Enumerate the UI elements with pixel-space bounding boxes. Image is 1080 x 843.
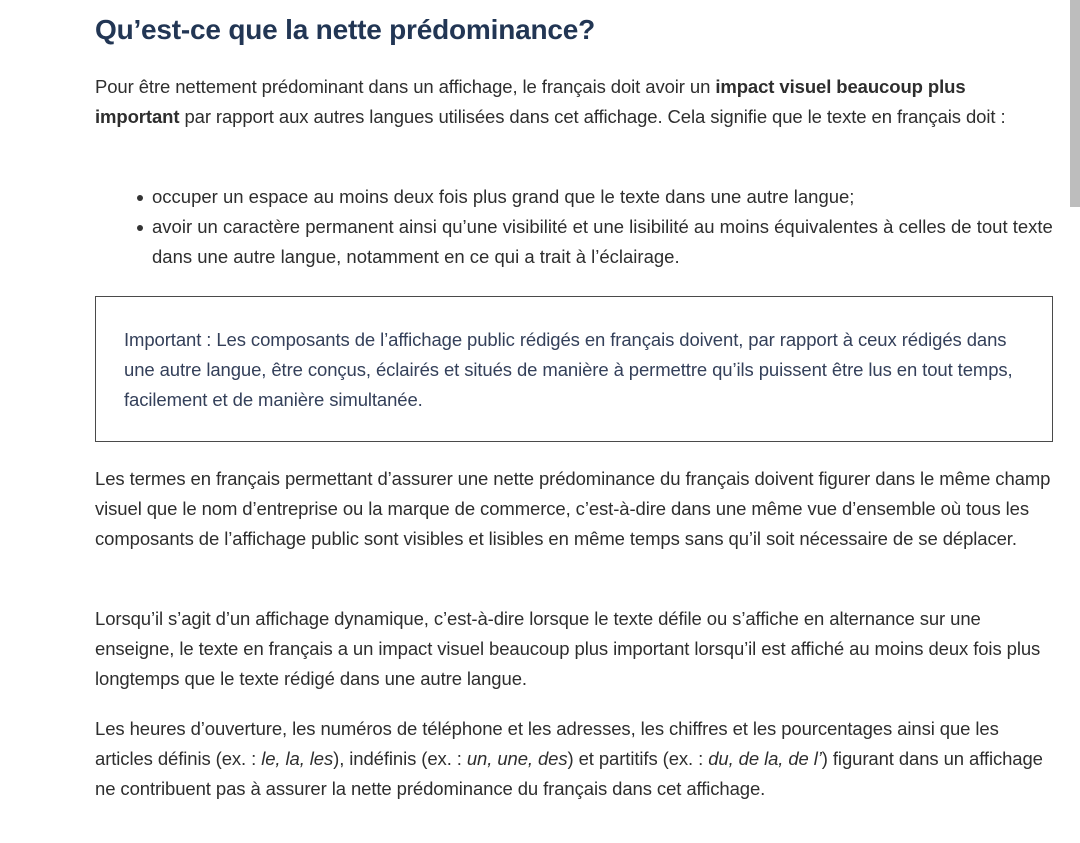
exclusions-text: Les heures d’ouverture, les numéros de téléphone et les adresses, les chiffres et les pourcentages ainsi que les articles définis (ex. : bbox=[95, 718, 999, 769]
intro-text-end: par rapport aux autres langues utilisées dans cet affichage. Cela signifie que le texte en français doit : bbox=[179, 106, 1006, 127]
callout-text: Important : Les composants de l’affichage public rédigés en français doivent, par rapport à ceux rédigés dans une autre langue, être conçus, éclairés et situés de manière à permettre qu’ils puissent être lus en tout temps, facilement et de manière simultanée. bbox=[124, 329, 1013, 410]
partitive-articles: du, de la, de l’ bbox=[708, 748, 822, 769]
vertical-scrollbar[interactable] bbox=[1070, 0, 1080, 843]
important-callout-box bbox=[95, 296, 1053, 442]
same-visual-field-paragraph: Les termes en français permettant d’assurer une nette prédominance du français doivent figurer dans le même champ visuel que le nom d’entreprise ou la marque de commerce, c’est-à-dire dans une même vue d’ensemble où tous les composants de l’affichage public sont visibles et lisibles en même temps sans qu’il soit nécessaire de se déplacer. bbox=[95, 468, 1051, 549]
scrollbar-thumb[interactable] bbox=[1070, 0, 1080, 207]
list-item bbox=[152, 182, 1053, 212]
list-item-text: occuper un espace au moins deux fois plus grand que le texte dans une autre langue; bbox=[152, 186, 855, 207]
exclusions-text: ) figurant dans un affichage ne contribuent pas à assurer la nette prédominance du français dans cet affichage. bbox=[95, 748, 1043, 799]
requirements-list bbox=[95, 182, 1053, 272]
intro-paragraph bbox=[95, 72, 1053, 132]
definite-articles: le, la, les bbox=[261, 748, 334, 769]
page-title: Qu’est-ce que la nette prédominance? bbox=[95, 14, 596, 45]
exclusions-text: ) et partitifs (ex. : bbox=[567, 748, 709, 769]
intro-bold-text: impact visuel beaucoup plus important bbox=[95, 76, 966, 127]
dynamic-display-paragraph: Lorsqu’il s’agit d’un affichage dynamique, c’est-à-dire lorsque le texte défile ou s’affiche en alternance sur une enseigne, le texte en français a un impact visuel beaucoup plus important lorsqu’il est affiché au moins deux fois plus longtemps que le texte rédigé dans une autre langue. bbox=[95, 608, 1041, 689]
bullet-icon bbox=[137, 195, 143, 201]
intro-text-start: Pour être nettement prédominant dans un affichage, le français doit avoir un bbox=[95, 76, 716, 97]
indefinite-articles: un, une, des bbox=[466, 748, 568, 769]
exclusions-text: ), indéfinis (ex. : bbox=[333, 748, 467, 769]
bullet-icon bbox=[137, 225, 143, 231]
exclusions-paragraph bbox=[95, 714, 1053, 804]
list-item bbox=[152, 212, 1053, 272]
list-item-text: avoir un caractère permanent ainsi qu’une visibilité et une lisibilité au moins équivalentes à celles de tout texte dans une autre langue, notamment en ce qui a trait à l’éclairage. bbox=[152, 216, 1053, 267]
